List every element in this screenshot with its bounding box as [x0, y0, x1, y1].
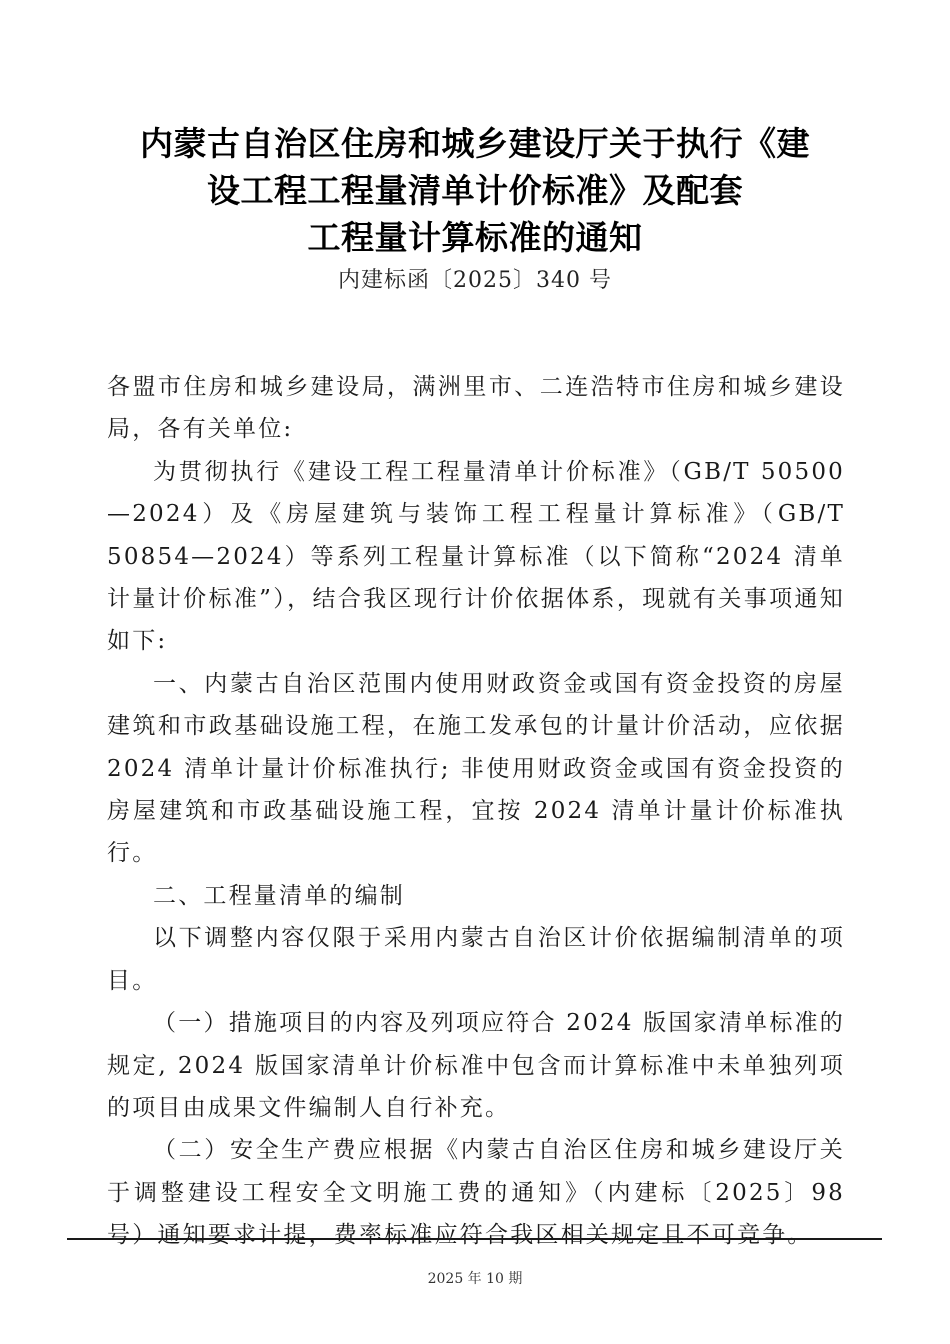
- section-2-heading: 二、工程量清单的编制: [153, 882, 405, 909]
- document-body: [107, 366, 845, 1257]
- intro-paragraph: 为贯彻执行《建设工程工程量清单计价标准》（GB/T 50500—2024）及《房屋建筑与装饰工程工程量计算标准》（GB/T 50854—2024）等系列工程量计算标准（以下简称“2024 清单计量计价标准”），结合我区现行计价依据体系，现就有关事项通知如下:: [107, 458, 845, 655]
- section-2-item-2-paragraph: （二）安全生产费应根据《内蒙古自治区住房和城乡建设厅关于调整建设工程安全文明施工费的通知》（内建标〔2025〕98 号）通知要求计提，费率标准应符合我区相关规定且不可竞争。: [107, 1137, 845, 1249]
- document-number: 内建标函〔2025〕340 号: [338, 268, 612, 293]
- salutation-paragraph: 各盟市住房和城乡建设局，满洲里市、二连浩特市住房和城乡建设局，各有关单位:: [107, 374, 845, 443]
- section-2-intro-paragraph: 以下调整内容仅限于采用内蒙古自治区计价依据编制清单的项目。: [107, 925, 845, 994]
- footer-divider: [67, 1238, 882, 1240]
- title-line-1: 内蒙古自治区住房和城乡建设厅关于执行《建: [140, 124, 810, 163]
- section-1-paragraph: 一、内蒙古自治区范围内使用财政资金或国有资金投资的房屋建筑和市政基础设施工程，在施工发承包的计量计价活动，应依据 2024 清单计量计价标准执行; 非使用财政资金或国有资金投资的房屋建筑和市政基础设施工程，宜按 2024 清单计量计价标准执行。: [107, 670, 845, 867]
- section-2-item-1-paragraph: （一）措施项目的内容及列项应符合 2024 版国家清单标准的规定, 2024 版国家清单计价标准中包含而计算标准中未单独列项的项目由成果文件编制人自行补充。: [107, 1010, 845, 1121]
- footer-issue-label: 2025 年 10 期: [427, 1271, 523, 1287]
- title-line-2: 设工程工程量清单计价标准》及配套: [207, 171, 743, 210]
- title-line-3: 工程量计算标准的通知: [307, 218, 643, 257]
- document-title: [100, 120, 850, 261]
